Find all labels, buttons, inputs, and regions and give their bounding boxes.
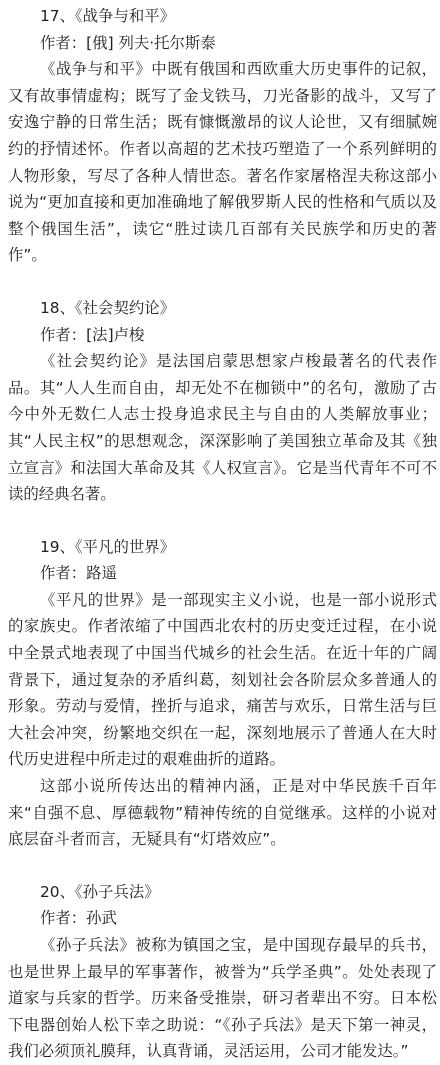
book-entry-17 (8, 3, 437, 269)
entry-title: 20、《孙子兵法》 (40, 882, 160, 901)
entry-title: 17、《战争与和平》 (40, 7, 176, 25)
entry-paragraph: 《孙子兵法》被称为镇国之宝，是中国现存最早的兵书，也是世界上最早的军事著作，被誉为“兵学圣典”。处处表现了道家与兵家的哲学。历来备受推崇，研习者辈出不穷。日本松下电器创始人松下幸之助说：“《孙子兵法》是天下第一神灵，我们必须顶礼膜拜，认真背诵，灵活运用，公司才能发达。” (8, 936, 437, 1061)
entry-paragraph: 《平凡的世界》是一部现实主义小说，也是一部小说形式的家族史。作者浓缩了中国西北农村的历史变迁过程，在小说中全景式地表现了中国当代城乡的社会生活。在近十年的广阔背景下，通过复杂的矛盾纠葛，刻划社会各阶层众多普通人的形象。劳动与爱情，挫折与追求，痛苦与欢乐，日常生活与巨大社会冲突，纷繁地交织在一起，深刻地展示了普通人在大时代历史进程中所走过的艰难曲折的道路。 (8, 590, 437, 769)
entry-title: 19、《平凡的世界》 (40, 537, 176, 556)
book-entry-19 (8, 534, 437, 853)
book-entry-18 (8, 295, 437, 508)
entry-paragraph: 这部小说所传达出的精神内涵，正是对中华民族千百年来“自强不息、厚德载物”精神传统的自觉继承。这样的小说对底层奋斗者而言，无疑具有“灯塔效应”。 (8, 777, 437, 849)
entry-author: 作者：[法]卢梭 (40, 325, 145, 344)
entry-paragraph: 《社会契约论》是法国启蒙思想家卢梭最著名的代表作品。其“人人生而自由，却无处不在枷锁中”的名句，激励了古今中外无数仁人志士投身追求民主与自由的人类解放事业；其“人民主权”的思想观念，深深影响了美国独立革命及其《独立宣言》和法国大革命及其《人权宣言》。它是当代青年不可不读的经典名著。 (8, 352, 437, 504)
entry-paragraph: 《战争与和平》中既有俄国和西欧重大历史事件的记叙，又有故事情虚构；既写了金戈铁马，刀光备影的战斗，又写了安逸宁静的日常生活；既有慷慨激昂的议人论世，又有细腻婉约的抒情述怀。作者以高超的艺术技巧塑造了一个系列鲜明的人物形象，写尽了各种人情世态。著名作家屠格涅夫称这部小说为“更加直接和更加准确地了解俄罗斯人民的性格和气质以及整个俄国生活”，读它“胜过读几百部有关民族学和历史的著作”。 (8, 60, 437, 265)
entry-author: 作者：孙武 (40, 909, 117, 928)
entry-author: 作者：[俄] 列夫·托尔斯泰 (40, 33, 216, 52)
entry-title: 18、《社会契约论》 (40, 298, 176, 317)
book-entry-20 (8, 879, 437, 1065)
entry-author: 作者：路遥 (40, 564, 117, 583)
